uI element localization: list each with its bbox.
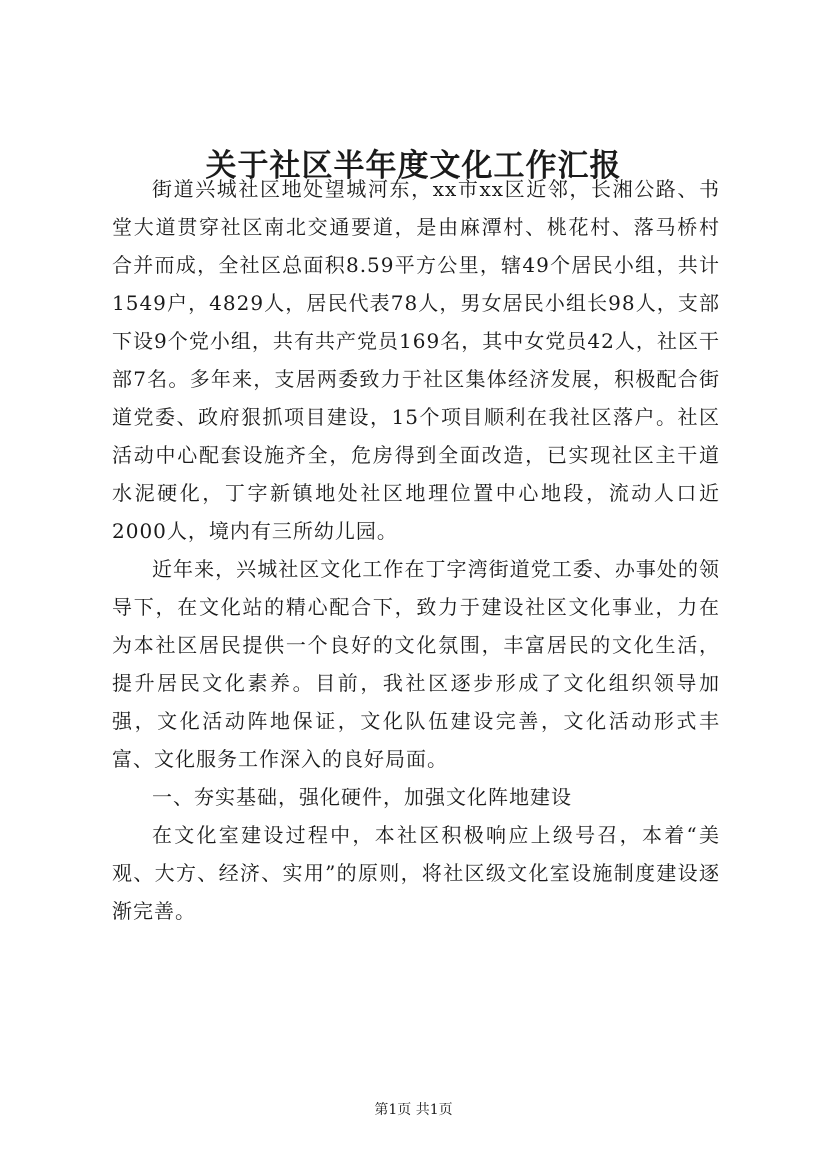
paragraph-cultural-work: 近年来，兴城社区文化工作在丁字湾街道党工委、办事处的领导下，在文化站的精心配合下，致力于建设社区文化事业，力在为本社区居民提供一个良好的文化氛围，丰富居民的文化生活，提升居民文化素养。目前，我社区逐步形成了文化组织领导加强，文化活动阵地保证，文化队伍建设完善，文化活动形式丰富、文化服务工作深入的良好局面。 bbox=[112, 557, 720, 771]
paragraph-community-overview: 街道兴城社区地处望城河东，xx市xx区近邻，长湘公路、书堂大道贯穿社区南北交通要道，是由麻潭村、桃花村、落马桥村合并而成，全社区总面积8.59平方公里，辖49个居民小组，共计1549户，4829人，居民代表78人，男女居民小组长98人，支部下设9个党小组，共有共产党员169名，其中女党员42人，社区干部7名。多年来，支居两委致力于社区集体经济发展，积极配合街道党委、政府狠抓项目建设，15个项目顺利在我社区落户。社区活动中心配套设施齐全，危房得到全面改造，已实现社区主干道水泥硬化，丁字新镇地处社区地理位置中心地段，流动人口近2000人，境内有三所幼儿园。 bbox=[112, 177, 720, 543]
page-number-footer: 第1页 共1页 bbox=[374, 1102, 453, 1118]
paragraph-cultural-room: 在文化室建设过程中，本社区积极响应上级号召，本着“美观、大方、经济、实用”的原则，将社区级文化室设施制度建设逐渐完善。 bbox=[112, 823, 720, 923]
document-body bbox=[112, 170, 720, 930]
document-title: 关于社区半年度文化工作汇报 bbox=[205, 148, 622, 184]
section-heading-1: 一、夯实基础，强化硬件，加强文化阵地建设 bbox=[152, 785, 572, 809]
